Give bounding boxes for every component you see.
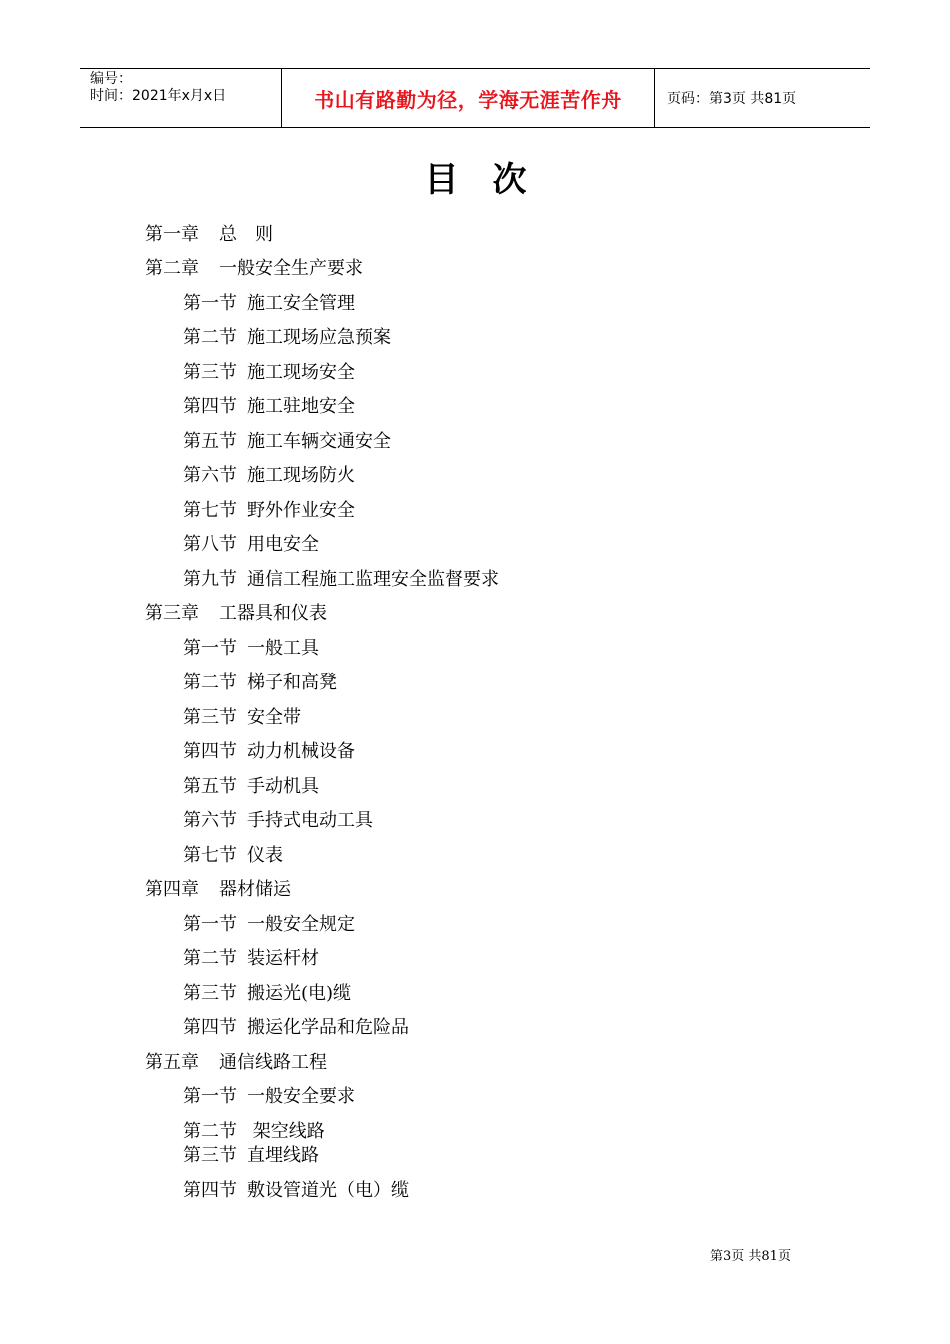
toc-entry-label: 第一节: [183, 638, 237, 659]
toc-entry-text: 施工现场应急预案: [247, 327, 391, 348]
toc-entry-text: 器材储运: [219, 879, 291, 900]
toc-entry-text: 用电安全: [247, 534, 319, 555]
toc-chapter-entry: [145, 257, 363, 281]
toc-section-entry: [183, 637, 319, 661]
toc-entry-label: 第五节: [183, 776, 237, 797]
header-motto: 书山有路勤为径，学海无涯苦作舟: [282, 69, 655, 127]
toc-entry-text: 一般安全规定: [247, 914, 355, 935]
toc-entry-text: 通信工程施工监理安全监督要求: [247, 569, 499, 590]
toc-entry-text: 安全带: [247, 707, 301, 728]
toc-entry-label: 第四节: [183, 741, 237, 762]
page-footer: 第3页 共81页: [710, 1249, 791, 1264]
toc-entry-label: 第一节: [183, 1086, 237, 1107]
toc-entry-label: 第一节: [183, 914, 237, 935]
toc-section-entry: [183, 947, 319, 971]
toc-entry-text: 仪表: [247, 845, 283, 866]
toc-section-entry: [183, 361, 355, 385]
toc-entry-label: 第二节: [183, 948, 237, 969]
toc-entry-text: 一般工具: [247, 638, 319, 659]
toc-section-entry: [183, 1179, 409, 1203]
toc-entry-text: 梯子和高凳: [247, 672, 337, 693]
toc-entry-text: 装运杆材: [247, 948, 319, 969]
toc-entry-label: 第二节: [183, 672, 237, 693]
toc-entry-text: 手持式电动工具: [247, 810, 373, 831]
toc-section-entry: [183, 844, 283, 868]
toc-section-entry: [183, 982, 351, 1006]
toc-entry-text: 敷设管道光（电）缆: [247, 1180, 409, 1201]
toc-entry-text: 施工驻地安全: [247, 396, 355, 417]
toc-entry-label: 第二节: [183, 327, 237, 348]
toc-section-entry: [183, 740, 355, 764]
toc-entry-label: 第三节: [183, 362, 237, 383]
toc-entry-text: 施工现场安全: [247, 362, 355, 383]
toc-section-entry: [183, 1144, 319, 1168]
toc-entry-label: 第一节: [183, 293, 237, 314]
toc-entry-label: 第四节: [183, 1017, 237, 1038]
toc-entry-label: 第四节: [183, 396, 237, 417]
toc-entry-text: 架空线路: [247, 1121, 325, 1142]
toc-section-entry: [183, 809, 373, 833]
header-page-label: 页码：第3页 共81页: [667, 91, 797, 107]
toc-entry-label: 第四章: [145, 879, 199, 900]
toc-section-entry: [183, 1120, 325, 1144]
toc-entry-text: 搬运光(电)缆: [247, 983, 352, 1004]
toc-entry-label: 第七节: [183, 500, 237, 521]
toc-entry-text: 野外作业安全: [247, 500, 355, 521]
toc-section-entry: [183, 533, 319, 557]
toc-section-entry: [183, 706, 301, 730]
toc-entry-text: 总 则: [219, 224, 273, 245]
document-number-label: 编号：: [90, 71, 132, 87]
toc-section-entry: [183, 1016, 409, 1040]
toc-entry-text: 一般安全生产要求: [219, 258, 363, 279]
toc-entry-label: 第四节: [183, 1180, 237, 1201]
toc-entry-text: 通信线路工程: [219, 1052, 327, 1073]
toc-chapter-entry: [145, 223, 273, 247]
toc-entry-text: 一般安全要求: [247, 1086, 355, 1107]
toc-chapter-entry: [145, 1051, 327, 1075]
toc-section-entry: [183, 430, 391, 454]
toc-section-entry: [183, 499, 355, 523]
toc-entry-label: 第八节: [183, 534, 237, 555]
toc-entry-text: 搬运化学品和危险品: [247, 1017, 409, 1038]
toc-entry-label: 第五节: [183, 431, 237, 452]
toc-entry-label: 第三节: [183, 1145, 237, 1166]
toc-entry-label: 第三节: [183, 707, 237, 728]
toc-entry-text: 动力机械设备: [247, 741, 355, 762]
toc-entry-text: 手动机具: [247, 776, 319, 797]
document-time-label: 时间：2021年x月x日: [90, 88, 227, 104]
toc-entry-text: 工器具和仪表: [219, 603, 327, 624]
toc-entry-text: 施工安全管理: [247, 293, 355, 314]
toc-entry-label: 第六节: [183, 810, 237, 831]
toc-entry-text: 施工车辆交通安全: [247, 431, 391, 452]
toc-entry-label: 第一章: [145, 224, 199, 245]
toc-entry-text: 直埋线路: [247, 1145, 319, 1166]
toc-entry-label: 第二节: [183, 1121, 237, 1142]
toc-section-entry: [183, 326, 391, 350]
toc-section-entry: [183, 671, 337, 695]
toc-entry-label: 第九节: [183, 569, 237, 590]
toc-title-text: 目次: [424, 160, 561, 200]
toc-chapter-entry: [145, 878, 291, 902]
toc-entry-label: 第六节: [183, 465, 237, 486]
toc-entry-label: 第二章: [145, 258, 199, 279]
toc-entry-label: 第三节: [183, 983, 237, 1004]
toc-entry-text: 施工现场防火: [247, 465, 355, 486]
toc-section-entry: [183, 1085, 355, 1109]
toc-chapter-entry: [145, 602, 327, 626]
toc-section-entry: [183, 568, 499, 592]
toc-section-entry: [183, 395, 355, 419]
toc-section-entry: [183, 292, 355, 316]
toc-entry-label: 第三章: [145, 603, 199, 624]
toc-entry-label: 第五章: [145, 1052, 199, 1073]
toc-entry-label: 第七节: [183, 845, 237, 866]
toc-section-entry: [183, 775, 319, 799]
toc-section-entry: [183, 464, 355, 488]
toc-section-entry: [183, 913, 355, 937]
